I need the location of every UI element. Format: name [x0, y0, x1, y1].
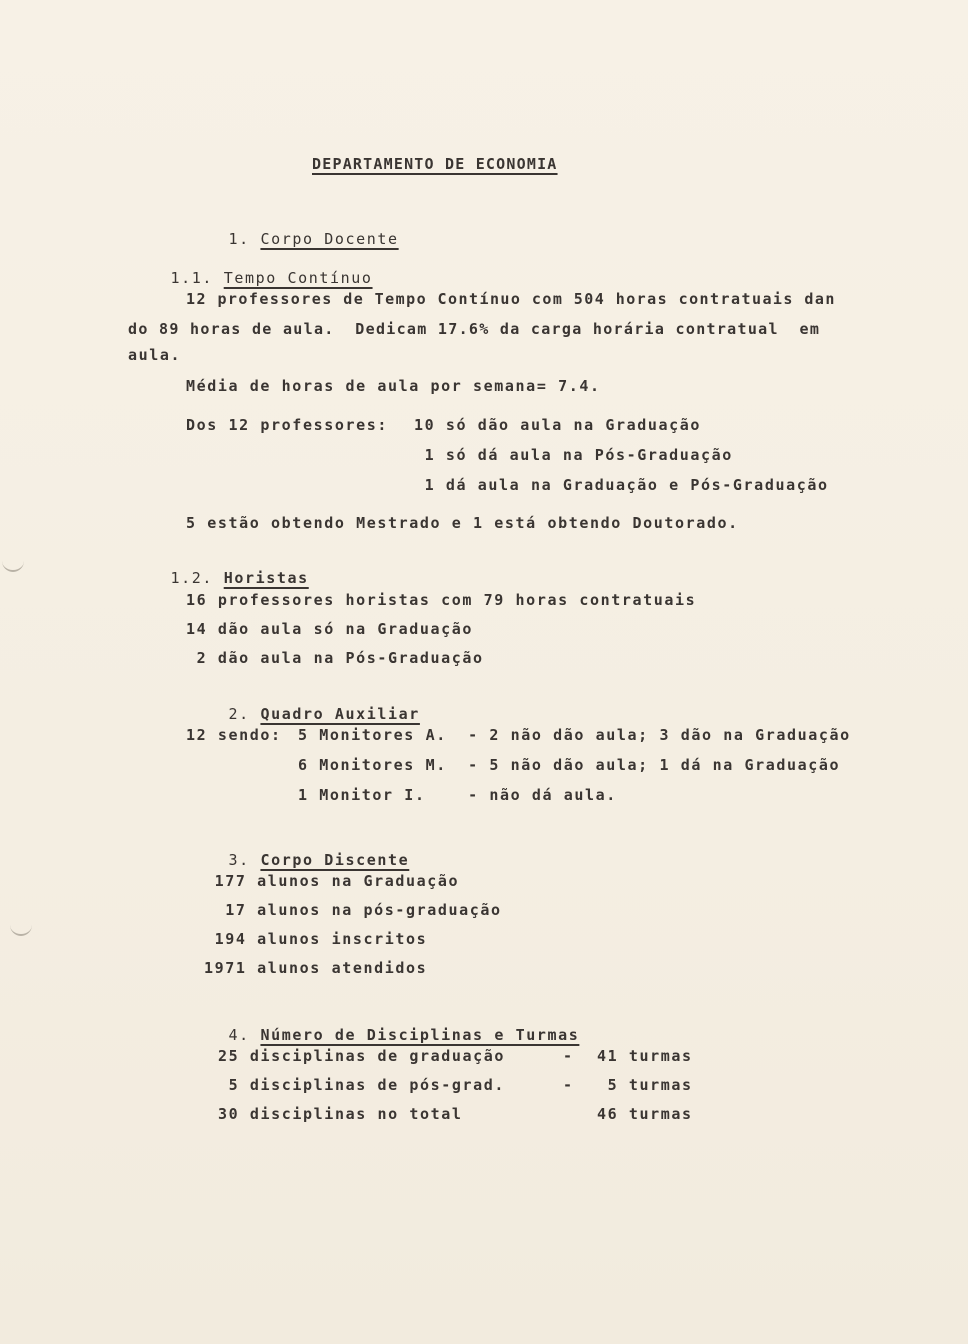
section-1-1-number: 1.1. [170, 269, 214, 287]
section-1-2-title: Horistas [223, 569, 309, 587]
disciplinas-right: 5 turmas [597, 1076, 693, 1094]
section-4-title: Número de Disciplinas e Turmas [260, 1026, 580, 1044]
section-2-number: 2. [228, 705, 261, 723]
punch-hole-mark [10, 924, 32, 936]
discente-line: 17 alunos na pós-graduação [204, 901, 502, 919]
disciplinas-left: 5 disciplinas de pós-grad. [218, 1076, 506, 1094]
horistas-line: 2 dão aula na Pós-Graduação [186, 649, 484, 667]
disciplinas-right: 46 turmas [597, 1105, 693, 1123]
horistas-line: 14 dão aula só na Graduação [186, 620, 474, 638]
dos-prefix: Dos 12 professores: [186, 416, 388, 434]
monitor-row: 6 Monitores M. - 5 não dão aula; 1 dá na Graduação [298, 756, 841, 774]
monitor-row: 5 Monitores A. - 2 não dão aula; 3 dão na Graduação [298, 726, 851, 744]
disciplinas-right: 41 turmas [597, 1047, 693, 1065]
paragraph-line: aula. [128, 346, 182, 364]
section-1-2-number: 1.2. [170, 569, 214, 587]
paragraph-line: do 89 horas de aula. Dedicam 17.6% da carga horária contratual em [128, 320, 821, 338]
discente-line: 1971 alunos atendidos [204, 959, 428, 977]
sendo-prefix: 12 sendo: [186, 726, 282, 744]
section-1-title: Corpo Docente [260, 230, 399, 248]
punch-hole-mark [2, 560, 24, 572]
document-title: DEPARTAMENTO DE ECONOMIA [312, 155, 558, 173]
monitor-row: 1 Monitor I. - não dá aula. [298, 786, 617, 804]
dos-item: 1 só dá aula na Pós-Graduação [414, 446, 733, 464]
discente-line: 177 alunos na Graduação [204, 872, 460, 890]
disciplinas-left: 25 disciplinas de graduação [218, 1047, 506, 1065]
section-3-title: Corpo Discente [260, 851, 410, 869]
section-2-title: Quadro Auxiliar [260, 705, 420, 723]
horistas-line: 16 professores horistas com 79 horas contratuais [186, 591, 697, 609]
section-1-1-title: Tempo Contínuo [223, 269, 373, 287]
paragraph-line: 12 professores de Tempo Contínuo com 504 horas contratuais dan [186, 290, 836, 308]
dos-item: 10 só dão aula na Graduação [414, 416, 702, 434]
media-line: Média de horas de aula por semana= 7.4. [186, 377, 601, 395]
section-1-number: 1. [228, 230, 261, 248]
section-4-number: 4. [228, 1026, 250, 1044]
discente-line: 194 alunos inscritos [204, 930, 428, 948]
section-3-number: 3. [228, 851, 261, 869]
disciplinas-left: 30 disciplinas no total [218, 1105, 463, 1123]
disciplinas-dash: - [563, 1047, 574, 1065]
disciplinas-dash: - [563, 1076, 574, 1094]
mestrado-line: 5 estão obtendo Mestrado e 1 está obtendo Doutorado. [186, 514, 739, 532]
dos-item: 1 dá aula na Graduação e Pós-Graduação [414, 476, 829, 494]
